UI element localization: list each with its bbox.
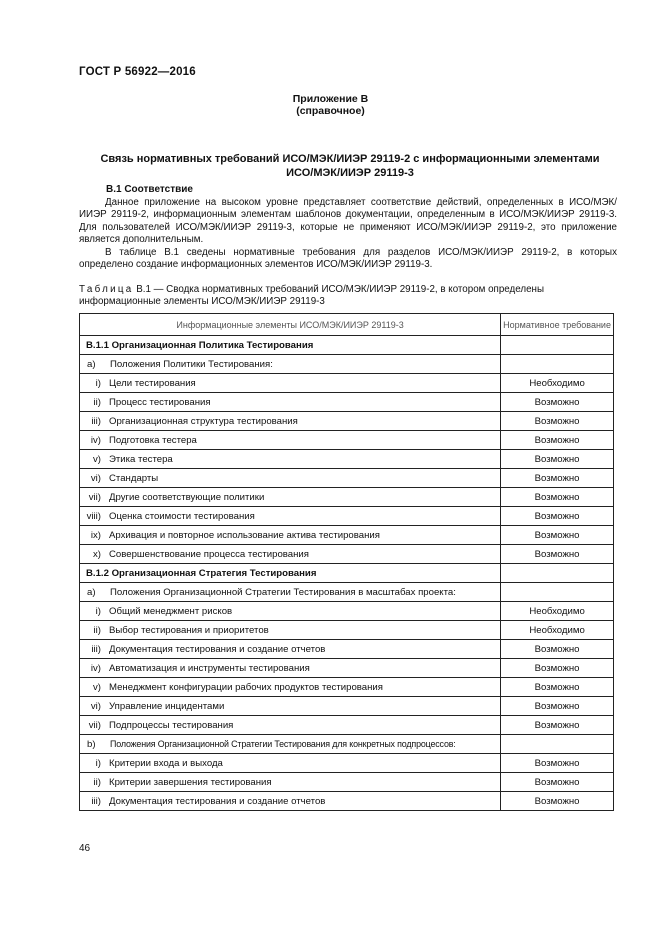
item-text: Документация тестирования и создание отчетов — [109, 643, 326, 655]
table-row — [80, 393, 614, 412]
item-text: Автоматизация и инструменты тестирования — [109, 662, 310, 674]
requirement-cell: Необходимо — [501, 374, 614, 393]
table-row — [80, 374, 614, 393]
requirement-cell: Возможно — [501, 488, 614, 507]
requirement-cell: Возможно — [501, 716, 614, 735]
info-element-cell — [80, 678, 501, 697]
table-reference-paragraph — [79, 247, 617, 272]
item-marker: ii) — [93, 624, 101, 636]
column-header-requirement: Нормативное требование — [501, 314, 614, 336]
table-row — [80, 640, 614, 659]
info-element-cell — [80, 773, 501, 792]
table-row — [80, 697, 614, 716]
item-text: Совершенствование процесса тестирования — [109, 548, 309, 560]
document-title — [60, 152, 640, 180]
table-row — [80, 488, 614, 507]
requirement-cell: Возможно — [501, 697, 614, 716]
info-element-cell — [80, 336, 501, 355]
info-element-cell — [80, 526, 501, 545]
item-marker: ii) — [93, 776, 101, 788]
table-row — [80, 621, 614, 640]
item-marker: a) — [87, 358, 96, 370]
info-element-cell — [80, 355, 501, 374]
item-text: Выбор тестирования и приоритетов — [109, 624, 269, 636]
requirement-cell: Возможно — [501, 754, 614, 773]
column-header-info-elements: Информационные элементы ИСО/МЭК/ИИЭР 29119-3 — [80, 314, 501, 336]
item-marker: vii) — [88, 491, 101, 503]
info-element-cell — [80, 583, 501, 602]
info-element-cell — [80, 412, 501, 431]
item-marker: v) — [93, 681, 101, 693]
table-caption — [79, 284, 617, 309]
item-text: Положения Организационной Стратегии Тестирования для конкретных подпроцессов: — [110, 738, 456, 749]
table-row — [80, 545, 614, 564]
item-marker: iii) — [91, 415, 101, 427]
document-title-line-2: ИСО/МЭК/ИИЭР 29119-3 — [286, 167, 414, 179]
item-marker: i) — [95, 605, 101, 617]
item-text: Положения Организационной Стратегии Тестирования в масштабах проекта: — [110, 586, 456, 598]
annex-title: Приложение В — [292, 93, 369, 105]
item-marker: ix) — [90, 529, 101, 541]
info-element-cell — [80, 469, 501, 488]
section-heading: В.1 Соответствие — [106, 184, 193, 195]
info-element-cell — [80, 564, 501, 583]
item-text: Процесс тестирования — [109, 396, 211, 408]
table-row — [80, 469, 614, 488]
table-row — [80, 678, 614, 697]
table-row — [80, 583, 614, 602]
item-marker: a) — [87, 586, 96, 598]
item-marker: vi) — [90, 700, 101, 712]
section-title: В.1.2 Организационная Стратегия Тестирования — [86, 567, 317, 579]
requirement-cell — [501, 355, 614, 374]
table-row — [80, 735, 614, 754]
requirement-cell: Возможно — [501, 526, 614, 545]
info-element-cell — [80, 659, 501, 678]
item-marker: v) — [93, 453, 101, 465]
intro-paragraph — [79, 197, 617, 247]
page-number: 46 — [79, 843, 91, 854]
item-text: Оценка стоимости тестирования — [109, 510, 255, 522]
table-row — [80, 792, 614, 811]
item-text: Менеджмент конфигурации рабочих продуктов тестирования — [109, 681, 383, 693]
requirements-table — [79, 313, 614, 811]
info-element-cell — [80, 792, 501, 811]
requirement-cell: Возможно — [501, 773, 614, 792]
requirement-cell — [501, 735, 614, 754]
item-text: Стандарты — [109, 472, 159, 484]
table-row — [80, 355, 614, 374]
requirement-cell: Возможно — [501, 507, 614, 526]
table-caption-label: Таблица — [79, 284, 134, 295]
item-text: Документация тестирования и создание отчетов — [109, 795, 326, 807]
requirement-cell: Возможно — [501, 659, 614, 678]
item-text: Подготовка тестера — [109, 434, 197, 446]
table-header-row — [80, 314, 614, 336]
table-caption-text: В.1 — Сводка нормативных требований ИСО/МЭК/ИИЭР 29119-2, в котором определены информационные элементы ИСО/МЭК/ИИЭР 29119-3 — [79, 284, 544, 308]
item-marker: vii) — [88, 719, 101, 731]
requirement-cell: Возможно — [501, 393, 614, 412]
requirement-cell: Возможно — [501, 431, 614, 450]
item-marker: iii) — [91, 795, 101, 807]
requirement-cell: Возможно — [501, 545, 614, 564]
table-row — [80, 431, 614, 450]
requirement-cell — [501, 336, 614, 355]
item-marker: ii) — [93, 396, 101, 408]
info-element-cell — [80, 640, 501, 659]
table-body — [80, 336, 614, 811]
item-marker: viii) — [86, 510, 101, 522]
info-element-cell — [80, 393, 501, 412]
item-marker: x) — [93, 548, 101, 560]
info-element-cell — [80, 431, 501, 450]
item-marker: iv) — [90, 662, 101, 674]
item-marker: vi) — [90, 472, 101, 484]
item-text: Цели тестирования — [109, 377, 196, 389]
info-element-cell — [80, 507, 501, 526]
item-text: Общий менеджмент рисков — [109, 605, 233, 617]
info-element-cell — [80, 754, 501, 773]
item-text: Этика тестера — [109, 453, 173, 465]
item-text: Критерии входа и выхода — [109, 757, 223, 769]
requirement-cell: Возможно — [501, 640, 614, 659]
item-text: Положения Политики Тестирования: — [110, 358, 273, 370]
item-text: Подпроцессы тестирования — [109, 719, 234, 731]
item-marker: i) — [95, 757, 101, 769]
item-text: Критерии завершения тестирования — [109, 776, 272, 788]
requirement-cell: Необходимо — [501, 621, 614, 640]
requirement-cell: Необходимо — [501, 602, 614, 621]
info-element-cell — [80, 621, 501, 640]
table-row — [80, 754, 614, 773]
annex-type: (справочное) — [296, 105, 365, 117]
item-marker: iv) — [90, 434, 101, 446]
info-element-cell — [80, 450, 501, 469]
document-code-header: ГОСТ Р 56922—2016 — [79, 66, 196, 78]
requirement-cell: Возможно — [501, 412, 614, 431]
intro-paragraph-text: Данное приложение на высоком уровне представляет соответствие действий, определенных в ИСО/МЭК/ИИЭР 29119-2, информационным элементам шаблонов документации, определенным в ИСО/МЭК/ИИЭР 29119-3. Для пользователей ИСО/МЭК/ИИЭР 29119-3, которые не применяют ИСО/МЭК/ИИЭР 29119-2, это приложение является дополнительным. — [79, 197, 617, 246]
document-title-line-1: Связь нормативных требований ИСО/МЭК/ИИЭР 29119-2 с информационными элементами — [100, 153, 600, 165]
item-marker: i) — [95, 377, 101, 389]
requirement-cell: Возможно — [501, 469, 614, 488]
table-row — [80, 450, 614, 469]
info-element-cell — [80, 735, 501, 754]
item-text: Управление инцидентами — [109, 700, 225, 712]
table-section-row — [80, 336, 614, 355]
item-text: Организационная структура тестирования — [109, 415, 298, 427]
table-row — [80, 773, 614, 792]
table-row — [80, 602, 614, 621]
requirement-cell — [501, 564, 614, 583]
info-element-cell — [80, 602, 501, 621]
item-text: Архивация и повторное использование актива тестирования — [109, 529, 380, 541]
info-element-cell — [80, 697, 501, 716]
requirement-cell: Возможно — [501, 450, 614, 469]
requirement-cell: Возможно — [501, 792, 614, 811]
table-row — [80, 507, 614, 526]
info-element-cell — [80, 545, 501, 564]
item-marker: iii) — [91, 643, 101, 655]
section-title: В.1.1 Организационная Политика Тестирования — [86, 339, 314, 351]
info-element-cell — [80, 488, 501, 507]
requirement-cell — [501, 583, 614, 602]
info-element-cell — [80, 716, 501, 735]
table-row — [80, 412, 614, 431]
info-element-cell — [80, 374, 501, 393]
table-row — [80, 659, 614, 678]
table-row — [80, 526, 614, 545]
table-section-row — [80, 564, 614, 583]
table-reference-paragraph-text: В таблице В.1 сведены нормативные требования для разделов ИСО/МЭК/ИИЭР 29119-2, в которых определено создание информационных элементов ИСО/МЭК/ИИЭР 29119-3. — [79, 247, 617, 271]
table-row — [80, 716, 614, 735]
requirement-cell: Возможно — [501, 678, 614, 697]
item-text: Другие соответствующие политики — [109, 491, 265, 503]
item-marker: b) — [87, 738, 96, 750]
